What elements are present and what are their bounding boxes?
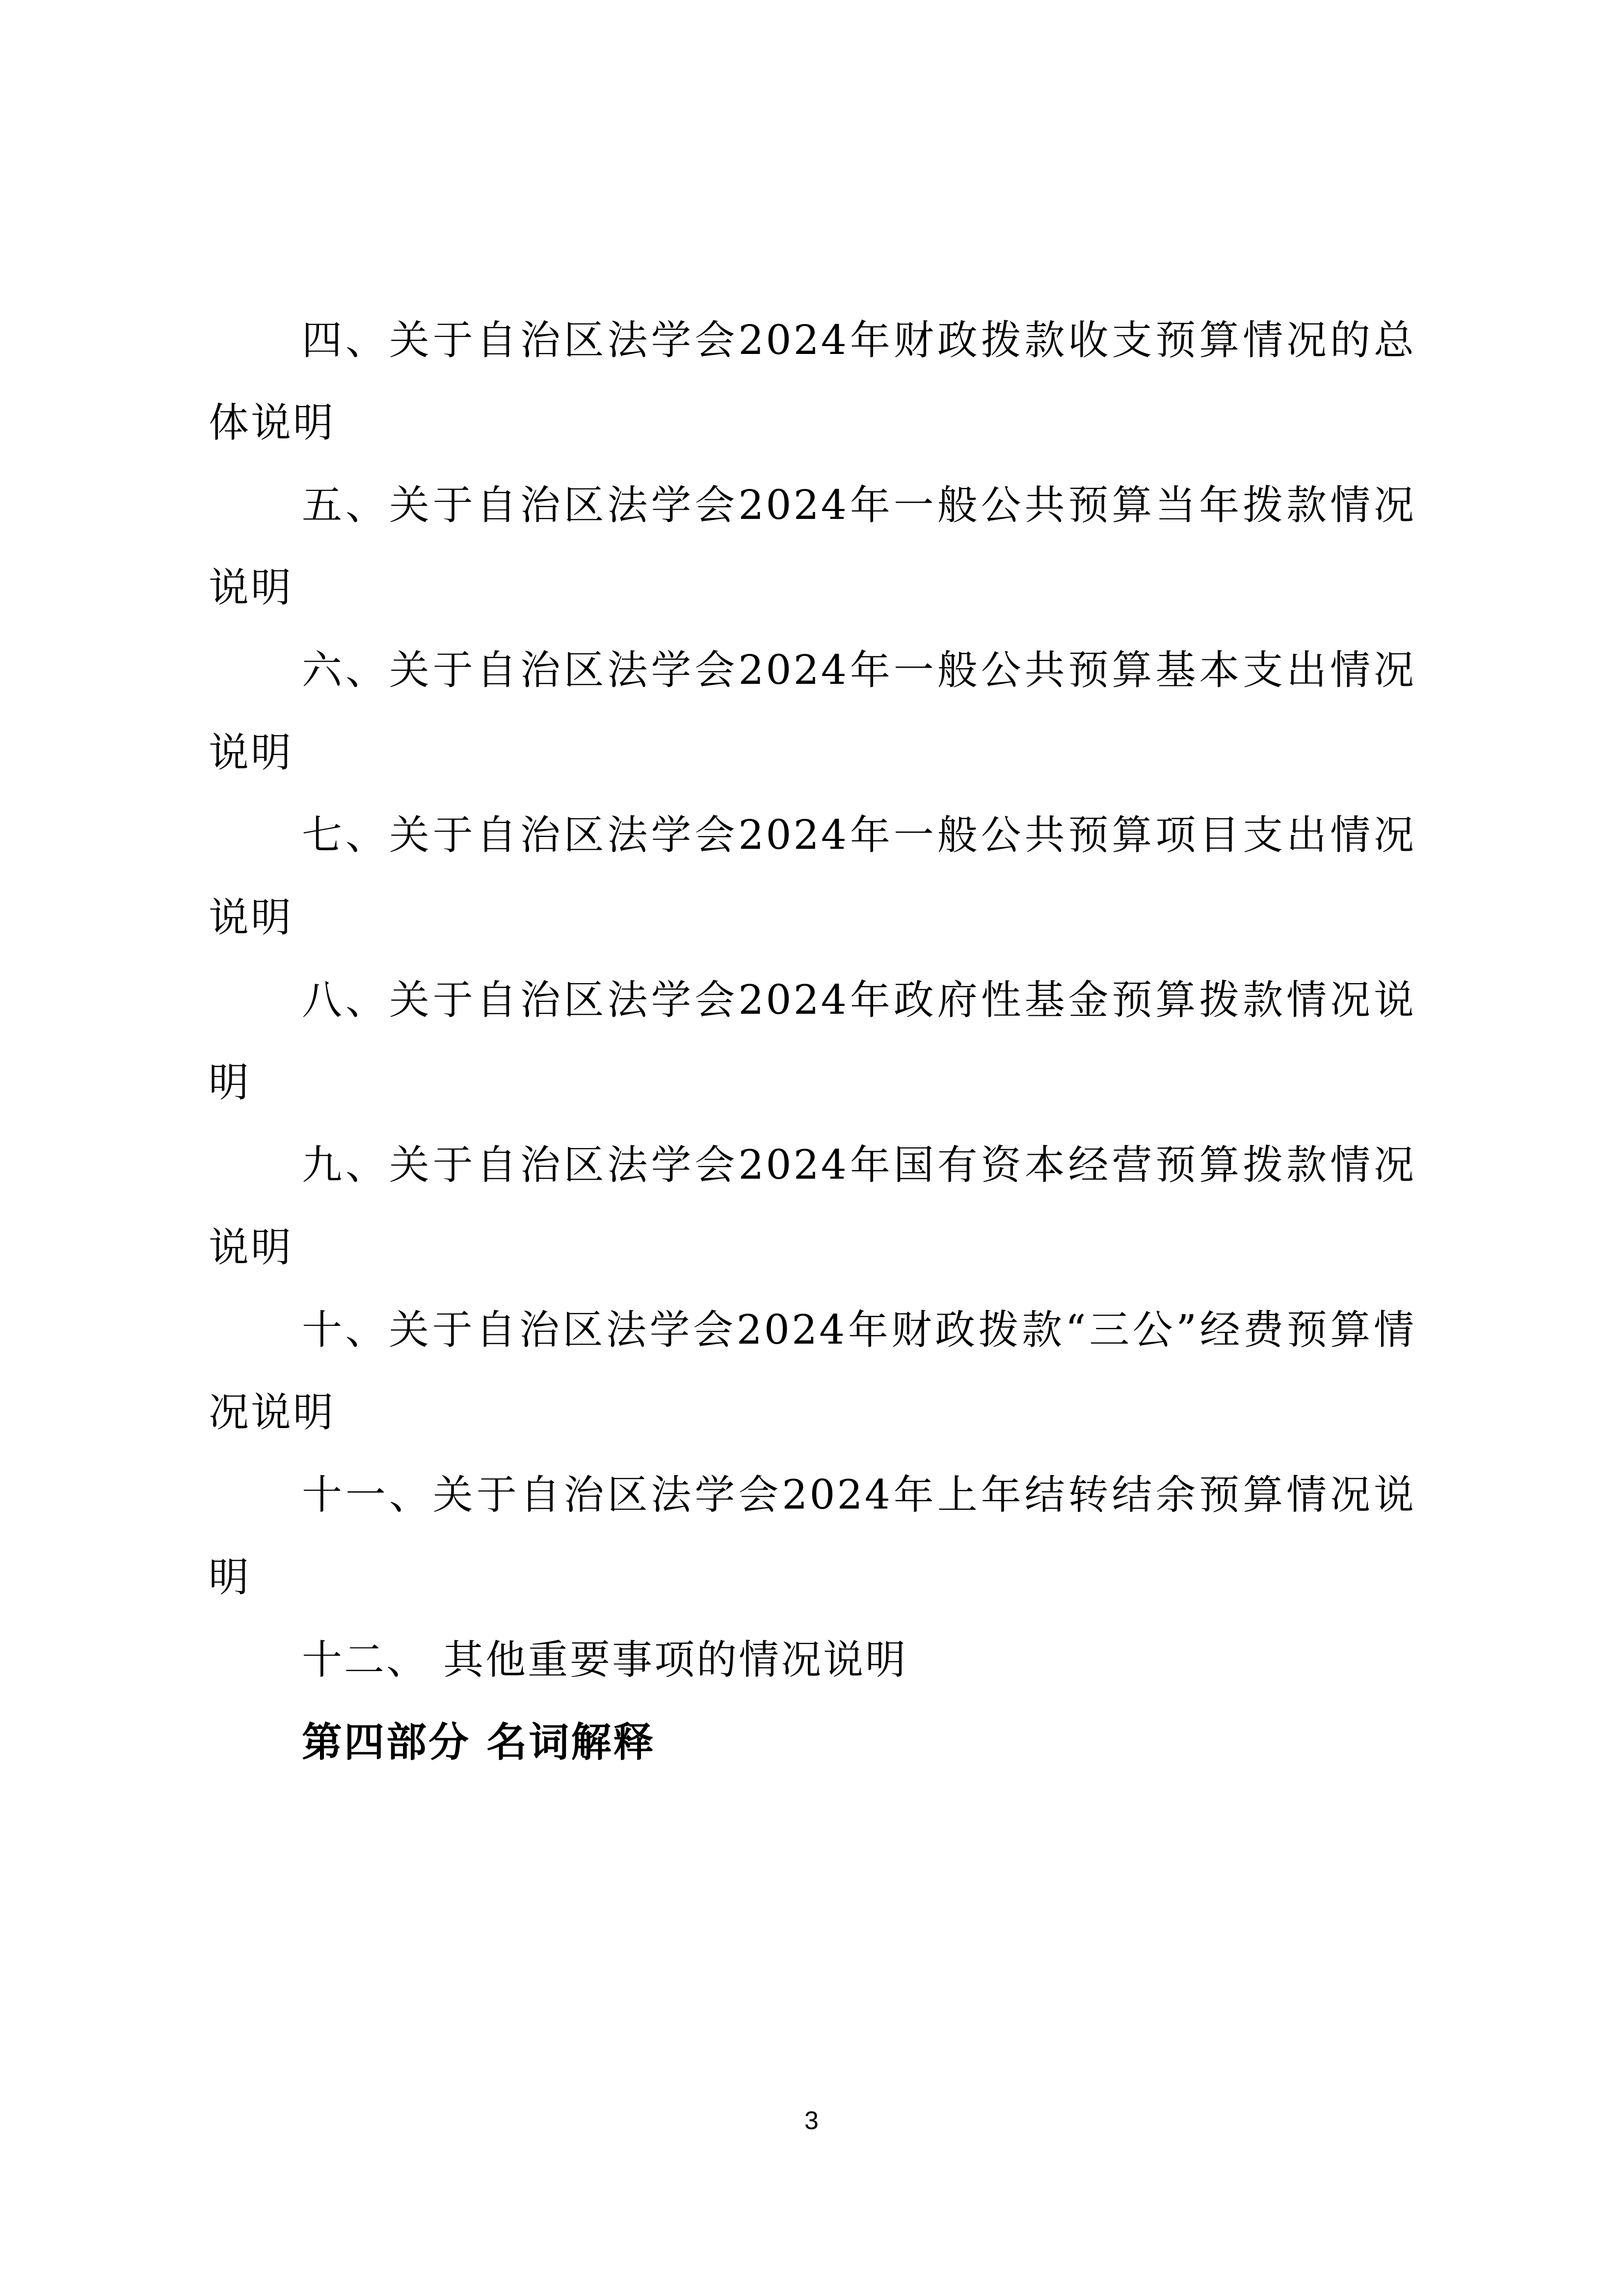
toc-item-5: 五、关于自治区法学会2024年一般公共预算当年拨款情况说明: [209, 482, 1416, 611]
toc-item-7: 七、关于自治区法学会2024年一般公共预算项目支出情况说明: [209, 812, 1416, 941]
document-body: [209, 299, 1416, 1784]
toc-item-9: 九、关于自治区法学会2024年国有资本经营预算拨款情况说明: [209, 1142, 1416, 1271]
toc-item-11: 十一、关于自治区法学会2024年上年结转结余预算情况说明: [209, 1472, 1416, 1601]
page-number: 3: [804, 2107, 819, 2135]
toc-item-6: 六、关于自治区法学会2024年一般公共预算基本支出情况说明: [209, 647, 1416, 776]
toc-item-10: 十、关于自治区法学会2024年财政拨款“三公”经费预算情况说明: [209, 1307, 1416, 1436]
toc-item-4: 四、关于自治区法学会2024年财政拨款收支预算情况的总体说明: [209, 317, 1416, 446]
toc-item-8: 八、关于自治区法学会2024年政府性基金预算拨款情况说明: [209, 977, 1416, 1106]
section-heading: 第四部分 名词解释: [302, 1719, 656, 1766]
toc-item-12: 十二、 其他重要事项的情况说明: [302, 1637, 908, 1683]
